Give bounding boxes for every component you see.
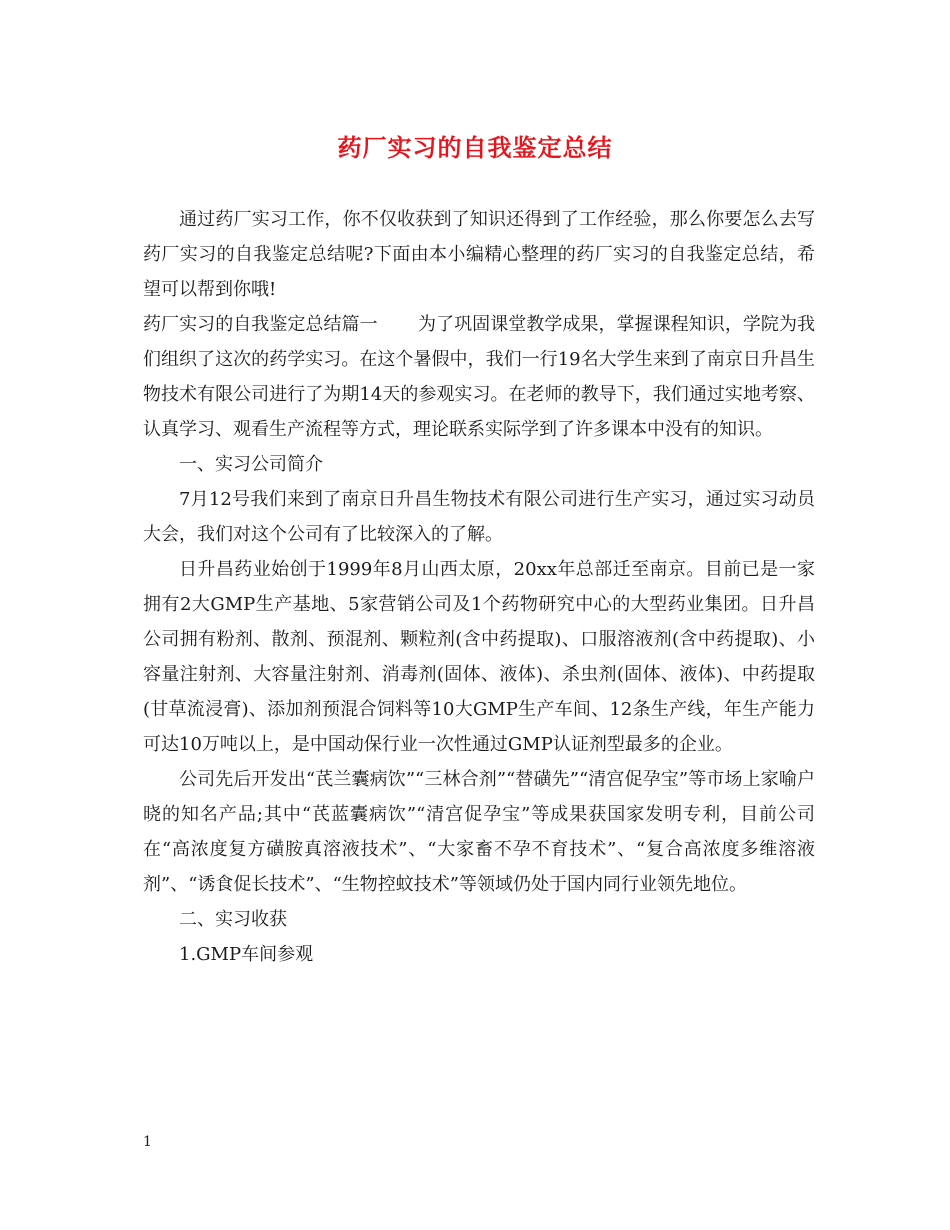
part-one-heading: 药厂实习的自我鉴定总结篇一 <box>143 314 378 335</box>
document-title: 药厂实习的自我鉴定总结 <box>337 133 613 162</box>
section-one-paragraph-1: 7月12号我们来到了南京日升昌生物技术有限公司进行生产实习，通过实习动员大会，我们对这个公司有了比较深入的了解。 <box>143 489 815 545</box>
intro-paragraph: 通过药厂实习工作，你不仅收获到了知识还得到了工作经验，那么你要怎么去写药厂实习的自我鉴定总结呢?下面由本小编精心整理的药厂实习的自我鉴定总结，希望可以帮到你哦! <box>143 209 815 300</box>
section-one-paragraph-3: 公司先后开发出“芪兰囊病饮”“三林合剂”“替磺先”“清宫促孕宝”等市场上家喻户晓的知名产品;其中“芪蓝囊病饮”“清宫促孕宝”等成果获国家发明专利，目前公司在“高浓度复方磺胺真溶液技术”、“大家畜不孕不育技术”、“复合高浓度多维溶液剂”、“诱食促长技术”、“生物控蚊技术”等领域仍处于国内同行业领先地位。 <box>143 769 815 895</box>
section-one-paragraph-2: 日升昌药业始创于1999年8月山西太原，20xx年总部迁至南京。目前已是一家拥有2大GMP生产基地、5家营销公司及1个药物研究中心的大型药业集团。日升昌公司拥有粉剂、散剂、预混剂、颗粒剂(含中药提取)、口服溶液剂(含中药提取)、小容量注射剂、大容量注射剂、消毒剂(固体、液体)、杀虫剂(固体、液体)、中药提取(甘草流浸膏)、添加剂预混合饲料等10大GMP生产车间、12条生产线，年生产能力可达10万吨以上，是中国动保行业一次性通过GMP认证剂型最多的企业。 <box>143 559 815 755</box>
part-one-paragraph <box>143 307 815 447</box>
section-one-heading: 一、实习公司简介 <box>179 454 323 475</box>
page-number: 1 <box>143 1134 152 1150</box>
part-one-lead-text: 为了巩固课堂教学成果，掌握课程知识，学院为我们组织了这次的药学实习。在这个暑假中，我们一行19名大学生来到了南京日升昌生物技术有限公司进行了为期14天的参观实习。在老师的教导下，我们通过实地考察、认真学习、观看生产流程等方式，理论联系实际学到了许多课本中没有的知识。 <box>143 314 816 440</box>
document-body <box>143 202 815 972</box>
section-two-subheading-1: 1.GMP车间参观 <box>179 944 314 965</box>
section-two-heading: 二、实习收获 <box>179 909 287 930</box>
